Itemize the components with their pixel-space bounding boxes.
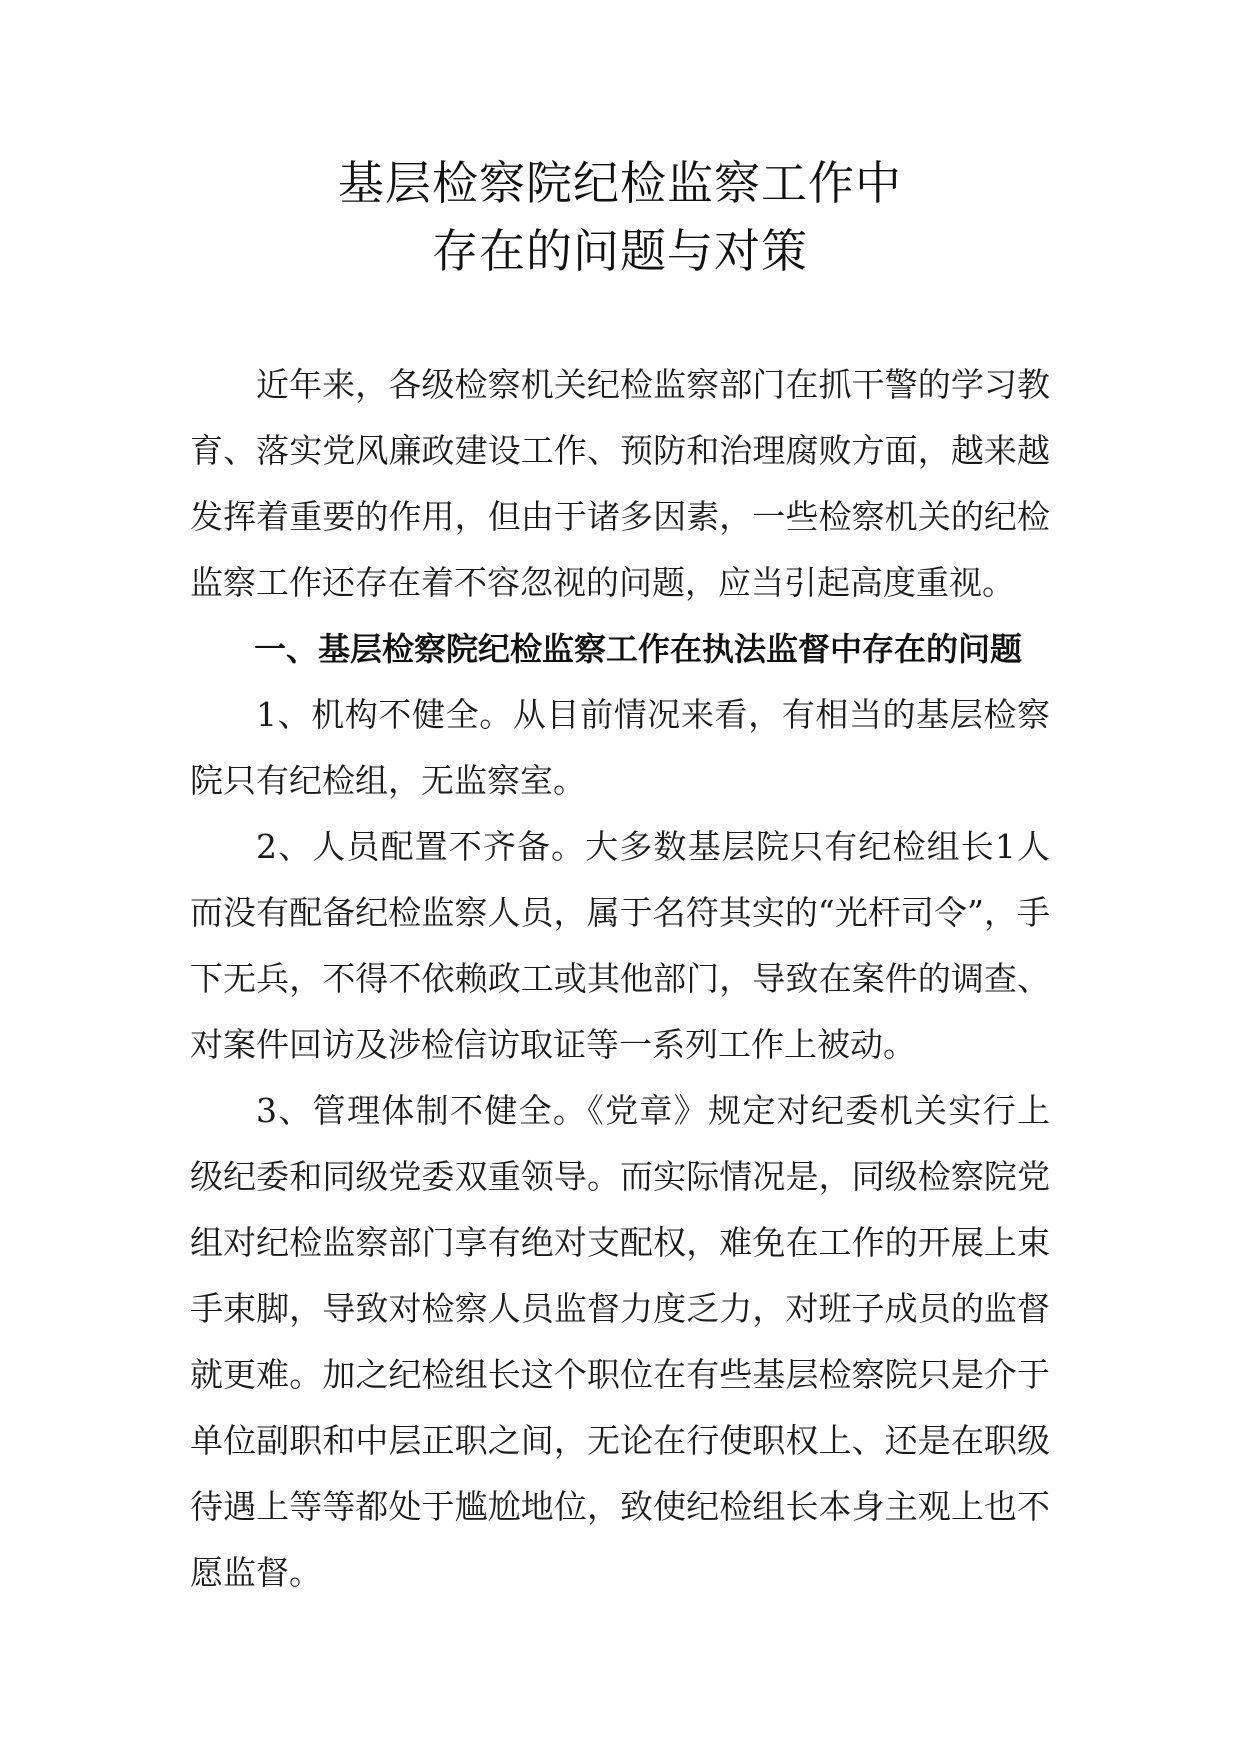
list-item-1: 1、机构不健全。从目前情况来看，有相当的基层检察院只有纪检组，无监察室。 (190, 695, 1050, 800)
document-title-line-2: 存在的问题与对策 (432, 224, 808, 278)
list-item-2: 2、人员配置不齐备。大多数基层院只有纪检组长1人而没有配备纪检监察人员，属于名符其实的“光杆司令”，手下无兵，不得不依赖政工或其他部门，导致在案件的调查、对案件回访及涉检信访取证等一系列工作上被动。 (190, 827, 1050, 1064)
list-item-3: 3、管理体制不健全。《党章》规定对纪委机关实行上级纪委和同级党委双重领导。而实际情况是，同级检察院党组对纪检监察部门享有绝对支配权，难免在工作的开展上束手束脚，导致对检察人员监督力度乏力，对班子成员的监督就更难。加之纪检组长这个职位在有些基层检察院只是介于单位副职和中层正职之间，无论在行使职权上、还是在职级待遇上等等都处于尴尬地位，致使纪检组长本身主观上也不愿监督。 (190, 1091, 1050, 1592)
intro-paragraph: 近年来，各级检察机关纪检监察部门在抓干警的学习教育、落实党风廉政建设工作、预防和治理腐败方面，越来越发挥着重要的作用，但由于诸多因素，一些检察机关的纪检监察工作还存在着不容忽视的问题，应当引起高度重视。 (190, 365, 1050, 602)
document-title-line-1: 基层检察院纪检监察工作中 (338, 156, 902, 210)
document-body (190, 352, 1050, 1606)
section-heading: 一、基层检察院纪检监察工作在执法监督中存在的问题 (254, 630, 1023, 668)
